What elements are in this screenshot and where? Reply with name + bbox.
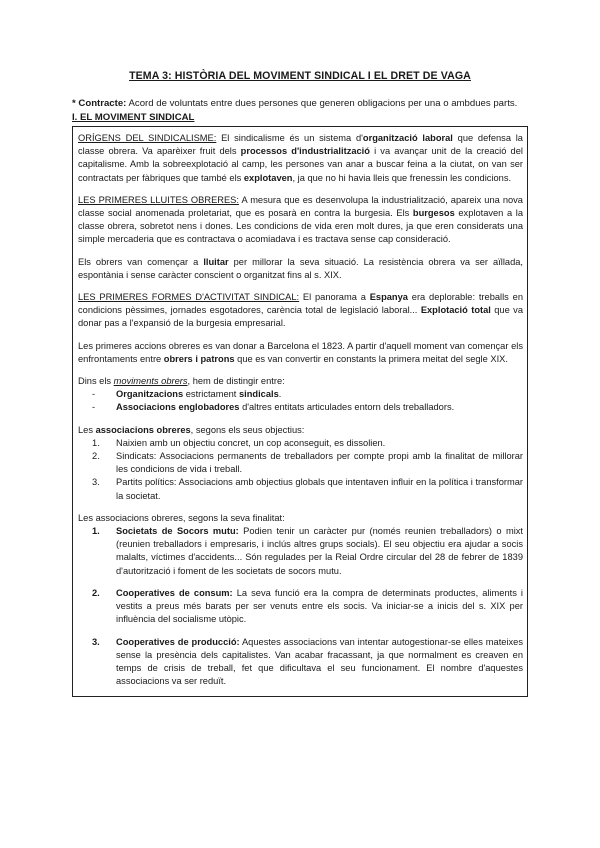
item-bold: Organitzacions	[116, 389, 184, 400]
formes-paragraph	[78, 291, 523, 331]
origens-bold-2: processos d'industrialització	[240, 146, 370, 157]
definition-paragraph	[72, 96, 528, 111]
lluitar-text-2: per millorar la seva situació. La resistència obrera va ser aïllada, espontània i sense caràcter conscient o organitzat fins al s. XIX.	[78, 256, 523, 280]
lluitar-text-1: Els obrers van començar a	[78, 256, 204, 267]
item-number: 3.	[92, 636, 100, 647]
lluites-text-1: A mesura que es desenvolupa la industrialització, apareix una nova classe social anomenada proletariat, que es posarà en contra la burgesia. Els	[78, 194, 523, 219]
lluites-text-2: explotaven a la classe obrera, sobretot nens i dones. Les condicions de vida eren molt dures, ja que eren considerats una simple mercaderia que es contractava o acomiadava i es tractava sense cap consideració.	[78, 208, 523, 245]
formes-text-3: que va donar pas a l'expansió de la burgesia empresarial.	[78, 305, 524, 329]
moviments-paragraph	[78, 375, 523, 388]
list-item	[92, 437, 523, 450]
objectius-text-1: Les	[78, 424, 96, 435]
document-page	[72, 70, 528, 697]
list-item	[92, 587, 523, 627]
lluites-bold-1: burgesos	[412, 208, 455, 219]
lluitar-paragraph	[78, 256, 523, 282]
item-text: Sindicats: Associacions permanents de treballadors per compte propi amb la finalitat de millorar les condicions de vida i treball.	[116, 451, 523, 475]
formes-bold-1: Espanya	[369, 292, 408, 303]
objectius-text-2: , segons els seus objectius:	[190, 424, 305, 435]
definition-label: * Contracte:	[72, 98, 127, 109]
accions-bold-1: obrers i patrons	[163, 353, 235, 364]
list-item	[92, 476, 523, 502]
item-text: Naixien amb un objectiu concret, un cop aconseguit, es dissolien.	[116, 437, 386, 448]
formes-text-2: era deplorable: treballs en condicions pèssimes, jornades esgotadores, carència total de legislació laboral...	[78, 292, 523, 316]
page-title: TEMA 3: HISTÒRIA DEL MOVIMENT SINDICAL I EL DRET DE VAGA	[129, 70, 471, 82]
finalitat-list	[78, 525, 523, 688]
origens-paragraph	[78, 132, 523, 185]
list-item	[92, 388, 523, 401]
origens-bold-1: organització laboral	[362, 133, 453, 143]
lluites-heading: LES PRIMERES LLUITES OBRERES:	[78, 194, 239, 205]
item-text: d'altres entitats articulades entorn dels treballadors.	[239, 402, 455, 413]
definition-text: Acord de voluntats entre dues persones que generen obligacions per una o ambdues parts.	[126, 98, 518, 109]
origens-heading: ORÍGENS DEL SINDICALISME:	[78, 133, 217, 143]
accions-text-2: que es van convertir en constants la primera meitat del segle XIX.	[234, 353, 508, 364]
list-item	[92, 636, 523, 689]
item-text: Partits polítics: Associacions amb objectius globals que intentaven influir en la política i transformar la societat.	[116, 477, 523, 501]
item-text: Aquestes associacions van intentar autogestionar-se elles mateixes sense la presència dels capitalistes. Van acabar fracassant, ja que normalment es creaven en temps de crisis de treball, fet que dificultava el seu funcionament. El nombre d'aquestes associacions va ser reduït.	[116, 636, 523, 687]
item-number: 2.	[92, 451, 100, 462]
section-heading: I. EL MOVIMENT SINDICAL	[72, 112, 195, 123]
item-bold: Cooperatives de consum:	[116, 587, 233, 598]
list-item	[92, 401, 523, 414]
origens-bold-3: explotaven	[243, 172, 293, 183]
accions-text-1: Les primeres accions obreres es van donar a Barcelona el 1823. A partir d'aquell moment van començar els enfrontaments entre	[78, 340, 523, 364]
origens-text-1: El sindicalisme és un sistema d'	[216, 133, 363, 143]
item-number: 1.	[92, 437, 100, 448]
objectius-bold: associacions obreres	[95, 424, 191, 435]
item-number: 3.	[92, 477, 100, 488]
accions-paragraph	[78, 340, 523, 366]
formes-bold-2: Explotació total	[420, 305, 491, 316]
moviments-italic: moviments obrers	[113, 376, 188, 387]
item-bold-2: sindicals	[238, 389, 279, 400]
item-number: 2.	[92, 587, 100, 598]
item-tail: .	[278, 389, 282, 400]
origens-text-3: i va avançar unit de la creació del capitalisme. Amb la sobreexplotació al camp, les persones van anar a buscar feina a la ciutat, on van ser contractats per fàbriques que també els	[78, 146, 523, 183]
lluitar-bold-1: lluitar	[203, 256, 229, 267]
item-bold: Cooperatives de producció:	[116, 636, 240, 647]
list-item	[92, 525, 523, 578]
content-box	[72, 126, 528, 697]
formes-heading: LES PRIMERES FORMES D'ACTIVITAT SINDICAL:	[78, 292, 300, 303]
list-item	[92, 450, 523, 476]
objectius-paragraph	[78, 424, 523, 437]
origens-text-2: que defensa la classe obrera. Va aparèixer fruit dels	[78, 133, 523, 157]
origens-text-4: , ja que no hi havia lleis que frenessin les condicions.	[292, 172, 512, 183]
lluites-paragraph	[78, 194, 523, 247]
formes-text-1: El panorama a	[299, 292, 370, 303]
item-number: 1.	[92, 526, 100, 537]
item-text: estrictament	[183, 389, 239, 400]
finalitat-intro: Les associacions obreres, segons la seva finalitat:	[78, 512, 285, 523]
item-bold: Societats de Socors mutu:	[116, 526, 239, 537]
item-bold: Associacions englobadores	[116, 402, 240, 413]
objectius-list	[78, 437, 523, 503]
moviments-text-2: , hem de distingir entre:	[187, 376, 285, 387]
moviments-list	[78, 388, 523, 414]
moviments-text-1: Dins els	[78, 376, 114, 387]
item-text: La seva funció era la compra de determinats productes, aliments i vestits a preus més barats per ser venuts entre els socis. Va iniciar-se a inicis del s. XIX per influència del socialisme utòpic.	[116, 587, 523, 625]
item-text: Podien tenir un caràcter pur (només reunien treballadors) o mixt (reunien treballadors i empresaris, i inclús altres grups socials). El seu objectiu era ajudar a socis malalts, víctimes d'accidents... Són regulades per la Reial Ordre circular del 28 de febrer de 1839 d'autorització i foment de les societats de socors mutu.	[116, 526, 523, 576]
